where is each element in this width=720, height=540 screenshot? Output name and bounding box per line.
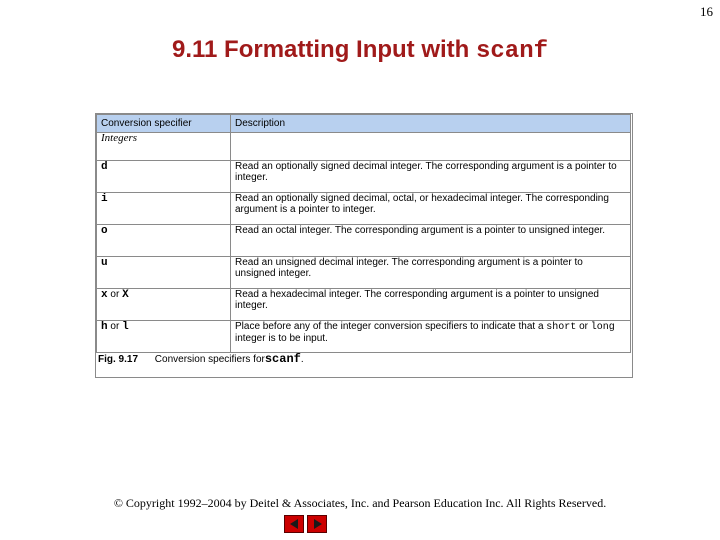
table-row	[97, 289, 631, 321]
description-cell: Read an octal integer. The corresponding argument is a pointer to unsigned integer.	[231, 225, 631, 257]
specifier-cell	[97, 289, 231, 321]
specifier-code: u	[101, 257, 108, 269]
header-description: Description	[231, 115, 631, 133]
description-text: Place before any of the integer conversion specifiers to indicate that a	[235, 321, 544, 332]
specifier-cell	[97, 161, 231, 193]
specifier-code: i	[101, 193, 108, 205]
section-label: Integers	[97, 133, 231, 161]
table-row	[97, 257, 631, 289]
caption-end: .	[300, 354, 304, 365]
header-conversion-specifier: Conversion specifier	[97, 115, 231, 133]
conversion-specifier-table	[96, 114, 631, 353]
slide-title-code: scanf	[476, 38, 549, 65]
specifier-code: o	[101, 225, 108, 237]
description-cell: Read an optionally signed decimal integer. The corresponding argument is a pointer to integer.	[231, 161, 631, 193]
next-arrow-icon[interactable]	[307, 515, 327, 533]
slide-title	[0, 36, 720, 65]
specifier-code: h	[101, 321, 108, 333]
section-empty-cell	[231, 133, 631, 161]
caption-text: Conversion specifiers for	[154, 354, 265, 365]
description-cell	[231, 321, 631, 353]
table-row	[97, 225, 631, 257]
description-code: short	[546, 322, 577, 333]
specifier-code: d	[101, 161, 108, 173]
specifier-cell	[97, 193, 231, 225]
table-header-row	[97, 115, 631, 133]
specifier-cell	[97, 225, 231, 257]
description-text: integer is to be input.	[235, 333, 328, 344]
page-number: 16	[700, 4, 713, 19]
specifier-code: l	[122, 321, 129, 333]
table-row	[97, 161, 631, 193]
table-row	[97, 321, 631, 353]
specifier-code: x	[101, 289, 108, 301]
description-cell: Read an unsigned decimal integer. The corresponding argument is a pointer to unsigned integer.	[231, 257, 631, 289]
description-cell: Read a hexadecimal integer. The corresponding argument is a pointer to unsigned integer.	[231, 289, 631, 321]
specifier-cell	[97, 257, 231, 289]
figure-number: Fig. 9.17	[98, 354, 139, 365]
description-cell: Read an optionally signed decimal, octal, or hexadecimal integer. The corresponding argument is a pointer to integer.	[231, 193, 631, 225]
copyright-notice: © Copyright 1992–2004 by Deitel & Associates, Inc. and Pearson Education Inc. All Rights Reserved.	[113, 496, 607, 510]
specifier-cell	[97, 321, 231, 353]
figure-conversion-specifiers	[95, 113, 633, 378]
table-row	[97, 193, 631, 225]
caption-code: scanf	[264, 352, 301, 366]
section-row	[97, 133, 631, 161]
specifier-code: X	[122, 289, 129, 301]
description-text: or	[579, 321, 588, 332]
slide-title-text: 9.11 Formatting Input with	[171, 36, 470, 63]
specifier-separator: or	[110, 321, 120, 332]
description-code: long	[590, 322, 615, 333]
prev-arrow-icon[interactable]	[284, 515, 304, 533]
specifier-separator: or	[110, 289, 120, 300]
figure-caption	[98, 352, 304, 366]
